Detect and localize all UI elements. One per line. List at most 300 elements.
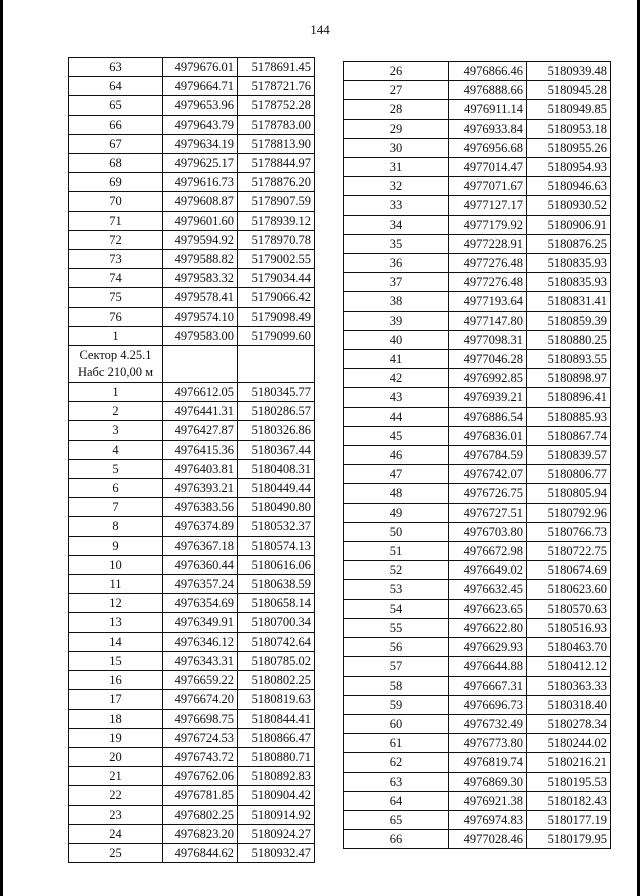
- point-number-cell: 66: [69, 115, 163, 134]
- x-coordinate-cell: 4979616.73: [163, 173, 238, 192]
- y-coordinate-cell: 5180742.64: [238, 632, 315, 651]
- point-number-cell: 48: [344, 484, 449, 503]
- point-number-cell: 73: [69, 250, 163, 269]
- x-coordinate-cell: 4976974.83: [449, 810, 527, 829]
- table-row: [344, 234, 611, 253]
- table-row: [69, 805, 315, 824]
- y-coordinate-cell: 5180367.44: [238, 440, 315, 459]
- point-number-cell: 47: [344, 465, 449, 484]
- x-coordinate-cell: 4976357.24: [163, 575, 238, 594]
- point-number-cell: 76: [69, 307, 163, 326]
- x-coordinate-cell: 4979583.32: [163, 269, 238, 288]
- table-row: [344, 561, 611, 580]
- section-empty-cell: [163, 346, 238, 383]
- y-coordinate-cell: 5180182.43: [527, 791, 611, 810]
- x-coordinate-cell: 4976703.80: [449, 522, 527, 541]
- x-coordinate-cell: 4976667.31: [449, 676, 527, 695]
- point-number-cell: 28: [344, 100, 449, 119]
- y-coordinate-cell: 5180638.59: [238, 575, 315, 594]
- y-coordinate-cell: 5180876.25: [527, 234, 611, 253]
- point-number-cell: 54: [344, 599, 449, 618]
- x-coordinate-cell: 4977193.64: [449, 292, 527, 311]
- table-row: [69, 307, 315, 326]
- y-coordinate-cell: 5180449.44: [238, 479, 315, 498]
- section-title: Сектор 4.25.1: [79, 348, 152, 363]
- y-coordinate-cell: 5180286.57: [238, 402, 315, 421]
- point-number-cell: 23: [69, 805, 163, 824]
- point-number-cell: 52: [344, 561, 449, 580]
- table-row: [344, 618, 611, 637]
- x-coordinate-cell: 4979653.96: [163, 96, 238, 115]
- x-coordinate-cell: 4977276.48: [449, 273, 527, 292]
- y-coordinate-cell: 5180806.77: [527, 465, 611, 484]
- y-coordinate-cell: 5180831.41: [527, 292, 611, 311]
- y-coordinate-cell: 5178844.97: [238, 154, 315, 173]
- point-number-cell: 37: [344, 273, 449, 292]
- point-number-cell: 49: [344, 503, 449, 522]
- point-number-cell: 24: [69, 824, 163, 843]
- x-coordinate-cell: 4976659.22: [163, 671, 238, 690]
- point-number-cell: 45: [344, 426, 449, 445]
- x-coordinate-cell: 4979583.00: [163, 326, 238, 345]
- y-coordinate-cell: 5180859.39: [527, 311, 611, 330]
- table-row: [344, 350, 611, 369]
- point-number-cell: 6: [69, 479, 163, 498]
- table-row: [69, 575, 315, 594]
- point-number-cell: 15: [69, 651, 163, 670]
- table-row: [69, 173, 315, 192]
- y-coordinate-cell: 5180463.70: [527, 638, 611, 657]
- y-coordinate-cell: 5179002.55: [238, 250, 315, 269]
- y-coordinate-cell: 5179098.49: [238, 307, 315, 326]
- x-coordinate-cell: 4976427.87: [163, 421, 238, 440]
- point-number-cell: 58: [344, 676, 449, 695]
- table-row: [344, 273, 611, 292]
- x-coordinate-cell: 4979625.17: [163, 154, 238, 173]
- x-coordinate-cell: 4979676.01: [163, 58, 238, 77]
- point-number-cell: 42: [344, 369, 449, 388]
- table-row: [69, 728, 315, 747]
- point-number-cell: 65: [69, 96, 163, 115]
- x-coordinate-cell: 4976781.85: [163, 786, 238, 805]
- point-number-cell: 33: [344, 196, 449, 215]
- table-row: [344, 62, 611, 81]
- table-row: [69, 632, 315, 651]
- y-coordinate-cell: 5180516.93: [527, 618, 611, 637]
- point-number-cell: 13: [69, 613, 163, 632]
- x-coordinate-cell: 4976622.80: [449, 618, 527, 637]
- y-coordinate-cell: 5180932.47: [238, 843, 315, 862]
- table-row: [69, 77, 315, 96]
- x-coordinate-cell: 4976415.36: [163, 440, 238, 459]
- table-row: [69, 824, 315, 843]
- y-coordinate-cell: 5179099.60: [238, 326, 315, 345]
- table-row: [344, 542, 611, 561]
- y-coordinate-cell: 5180570.63: [527, 599, 611, 618]
- y-coordinate-cell: 5180805.94: [527, 484, 611, 503]
- x-coordinate-cell: 4976921.38: [449, 791, 527, 810]
- y-coordinate-cell: 5180658.14: [238, 594, 315, 613]
- table-row: [69, 440, 315, 459]
- point-number-cell: 17: [69, 690, 163, 709]
- x-coordinate-cell: 4979608.87: [163, 192, 238, 211]
- point-number-cell: 59: [344, 695, 449, 714]
- point-number-cell: 56: [344, 638, 449, 657]
- y-coordinate-cell: 5180766.73: [527, 522, 611, 541]
- x-coordinate-cell: 4976649.02: [449, 561, 527, 580]
- table-row: [69, 517, 315, 536]
- table-row: [69, 192, 315, 211]
- table-row: [344, 215, 611, 234]
- point-number-cell: 22: [69, 786, 163, 805]
- point-number-cell: 44: [344, 407, 449, 426]
- y-coordinate-cell: 5179066.42: [238, 288, 315, 307]
- table-row: [344, 695, 611, 714]
- y-coordinate-cell: 5180835.93: [527, 273, 611, 292]
- y-coordinate-cell: 5178813.90: [238, 134, 315, 153]
- point-number-cell: 19: [69, 728, 163, 747]
- table-row: [69, 613, 315, 632]
- x-coordinate-cell: 4976632.45: [449, 580, 527, 599]
- y-coordinate-cell: 5180318.40: [527, 695, 611, 714]
- x-coordinate-cell: 4976727.51: [449, 503, 527, 522]
- table-row: [69, 498, 315, 517]
- point-number-cell: 50: [344, 522, 449, 541]
- point-number-cell: 26: [344, 62, 449, 81]
- point-number-cell: 11: [69, 575, 163, 594]
- x-coordinate-cell: 4976726.75: [449, 484, 527, 503]
- y-coordinate-cell: 5180880.25: [527, 330, 611, 349]
- x-coordinate-cell: 4977071.67: [449, 177, 527, 196]
- table-row: [69, 230, 315, 249]
- table-row: [69, 211, 315, 230]
- table-row: [344, 753, 611, 772]
- page-number: 144: [310, 22, 330, 37]
- section-subtitle: Набс 210,00 м: [77, 365, 154, 380]
- y-coordinate-cell: 5180802.25: [238, 671, 315, 690]
- point-number-cell: 29: [344, 119, 449, 138]
- point-number-cell: 46: [344, 446, 449, 465]
- point-number-cell: 2: [69, 402, 163, 421]
- scan-left-edge: [0, 0, 3, 896]
- y-coordinate-cell: 5180785.02: [238, 651, 315, 670]
- table-row: [69, 269, 315, 288]
- coordinates-table-left: [68, 57, 315, 863]
- point-number-cell: 1: [69, 326, 163, 345]
- x-coordinate-cell: 4976939.21: [449, 388, 527, 407]
- x-coordinate-cell: 4976644.88: [449, 657, 527, 676]
- x-coordinate-cell: 4976346.12: [163, 632, 238, 651]
- x-coordinate-cell: 4976343.31: [163, 651, 238, 670]
- point-number-cell: 65: [344, 810, 449, 829]
- x-coordinate-cell: 4976992.85: [449, 369, 527, 388]
- point-number-cell: 63: [69, 58, 163, 77]
- point-number-cell: 27: [344, 81, 449, 100]
- x-coordinate-cell: 4976360.44: [163, 555, 238, 574]
- y-coordinate-cell: 5180914.92: [238, 805, 315, 824]
- x-coordinate-cell: 4976732.49: [449, 714, 527, 733]
- y-coordinate-cell: 5180880.71: [238, 747, 315, 766]
- point-number-cell: 34: [344, 215, 449, 234]
- point-number-cell: 39: [344, 311, 449, 330]
- x-coordinate-cell: 4976672.98: [449, 542, 527, 561]
- x-coordinate-cell: 4976773.80: [449, 734, 527, 753]
- table-row: [344, 254, 611, 273]
- point-number-cell: 70: [69, 192, 163, 211]
- y-coordinate-cell: 5180939.48: [527, 62, 611, 81]
- point-number-cell: 4: [69, 440, 163, 459]
- table-row: [344, 657, 611, 676]
- x-coordinate-cell: 4977179.92: [449, 215, 527, 234]
- x-coordinate-cell: 4976844.62: [163, 843, 238, 862]
- point-number-cell: 69: [69, 173, 163, 192]
- y-coordinate-cell: 5180892.83: [238, 767, 315, 786]
- point-number-cell: 60: [344, 714, 449, 733]
- x-coordinate-cell: 4976349.91: [163, 613, 238, 632]
- point-number-cell: 61: [344, 734, 449, 753]
- point-number-cell: 71: [69, 211, 163, 230]
- y-coordinate-cell: 5180930.52: [527, 196, 611, 215]
- y-coordinate-cell: 5180623.60: [527, 580, 611, 599]
- table-row: [344, 81, 611, 100]
- x-coordinate-cell: 4976612.05: [163, 383, 238, 402]
- coordinates-table-right: [343, 61, 611, 849]
- table-row: [69, 555, 315, 574]
- point-number-cell: 38: [344, 292, 449, 311]
- point-number-cell: 3: [69, 421, 163, 440]
- point-number-cell: 20: [69, 747, 163, 766]
- table-row: [344, 580, 611, 599]
- y-coordinate-cell: 5178939.12: [238, 211, 315, 230]
- y-coordinate-cell: 5180906.91: [527, 215, 611, 234]
- table-row: [69, 421, 315, 440]
- point-number-cell: 66: [344, 830, 449, 849]
- y-coordinate-cell: 5180408.31: [238, 459, 315, 478]
- x-coordinate-cell: 4979594.92: [163, 230, 238, 249]
- y-coordinate-cell: 5180326.86: [238, 421, 315, 440]
- point-number-cell: 16: [69, 671, 163, 690]
- y-coordinate-cell: 5180898.97: [527, 369, 611, 388]
- x-coordinate-cell: 4976674.20: [163, 690, 238, 709]
- x-coordinate-cell: 4976367.18: [163, 536, 238, 555]
- section-row: [69, 346, 315, 383]
- table-row: [344, 100, 611, 119]
- y-coordinate-cell: 5180839.57: [527, 446, 611, 465]
- y-coordinate-cell: 5180945.28: [527, 81, 611, 100]
- point-number-cell: 72: [69, 230, 163, 249]
- y-coordinate-cell: 5180946.63: [527, 177, 611, 196]
- table-row: [344, 158, 611, 177]
- table-row: [344, 810, 611, 829]
- y-coordinate-cell: 5178876.20: [238, 173, 315, 192]
- point-number-cell: 40: [344, 330, 449, 349]
- y-coordinate-cell: 5180674.69: [527, 561, 611, 580]
- table-row: [344, 311, 611, 330]
- y-coordinate-cell: 5180195.53: [527, 772, 611, 791]
- point-number-cell: 14: [69, 632, 163, 651]
- x-coordinate-cell: 4977098.31: [449, 330, 527, 349]
- table-row: [344, 369, 611, 388]
- table-row: [344, 465, 611, 484]
- point-number-cell: 74: [69, 269, 163, 288]
- y-coordinate-cell: 5180819.63: [238, 690, 315, 709]
- point-number-cell: 7: [69, 498, 163, 517]
- point-number-cell: 36: [344, 254, 449, 273]
- table-row: [69, 402, 315, 421]
- point-number-cell: 8: [69, 517, 163, 536]
- x-coordinate-cell: 4976819.74: [449, 753, 527, 772]
- x-coordinate-cell: 4976696.73: [449, 695, 527, 714]
- point-number-cell: 75: [69, 288, 163, 307]
- y-coordinate-cell: 5180893.55: [527, 350, 611, 369]
- y-coordinate-cell: 5180866.47: [238, 728, 315, 747]
- table-row: [344, 446, 611, 465]
- point-number-cell: 64: [344, 791, 449, 810]
- table-row: [69, 690, 315, 709]
- x-coordinate-cell: 4976886.54: [449, 407, 527, 426]
- table-row: [69, 651, 315, 670]
- x-coordinate-cell: 4976869.30: [449, 772, 527, 791]
- table-row: [69, 536, 315, 555]
- y-coordinate-cell: 5180278.34: [527, 714, 611, 733]
- table-row: [69, 154, 315, 173]
- table-row: [344, 830, 611, 849]
- y-coordinate-cell: 5180722.75: [527, 542, 611, 561]
- table-row: [69, 96, 315, 115]
- table-row: [344, 388, 611, 407]
- x-coordinate-cell: 4976762.06: [163, 767, 238, 786]
- x-coordinate-cell: 4976393.21: [163, 479, 238, 498]
- table-row: [69, 843, 315, 862]
- x-coordinate-cell: 4976888.66: [449, 81, 527, 100]
- x-coordinate-cell: 4979664.71: [163, 77, 238, 96]
- x-coordinate-cell: 4976698.75: [163, 709, 238, 728]
- y-coordinate-cell: 5180244.02: [527, 734, 611, 753]
- y-coordinate-cell: 5180490.80: [238, 498, 315, 517]
- x-coordinate-cell: 4976403.81: [163, 459, 238, 478]
- y-coordinate-cell: 5178752.28: [238, 96, 315, 115]
- x-coordinate-cell: 4977028.46: [449, 830, 527, 849]
- y-coordinate-cell: 5180574.13: [238, 536, 315, 555]
- y-coordinate-cell: 5180844.41: [238, 709, 315, 728]
- point-number-cell: 68: [69, 154, 163, 173]
- table-row: [344, 484, 611, 503]
- y-coordinate-cell: 5180616.06: [238, 555, 315, 574]
- x-coordinate-cell: 4977276.48: [449, 254, 527, 273]
- table-row: [344, 330, 611, 349]
- table-row: [344, 426, 611, 445]
- y-coordinate-cell: 5180904.42: [238, 786, 315, 805]
- point-number-cell: 43: [344, 388, 449, 407]
- x-coordinate-cell: 4979634.19: [163, 134, 238, 153]
- table-row: [69, 671, 315, 690]
- table-row: [344, 791, 611, 810]
- table-row: [69, 786, 315, 805]
- point-number-cell: 25: [69, 843, 163, 862]
- x-coordinate-cell: 4976629.93: [449, 638, 527, 657]
- table-row: [69, 709, 315, 728]
- x-coordinate-cell: 4976374.89: [163, 517, 238, 536]
- x-coordinate-cell: 4977147.80: [449, 311, 527, 330]
- point-number-cell: 41: [344, 350, 449, 369]
- table-row: [69, 288, 315, 307]
- x-coordinate-cell: 4979601.60: [163, 211, 238, 230]
- x-coordinate-cell: 4976743.72: [163, 747, 238, 766]
- y-coordinate-cell: 5178907.59: [238, 192, 315, 211]
- y-coordinate-cell: 5178970.78: [238, 230, 315, 249]
- y-coordinate-cell: 5180412.12: [527, 657, 611, 676]
- table-row: [344, 138, 611, 157]
- x-coordinate-cell: 4977046.28: [449, 350, 527, 369]
- table-row: [69, 115, 315, 134]
- table-row: [69, 459, 315, 478]
- x-coordinate-cell: 4976823.20: [163, 824, 238, 843]
- y-coordinate-cell: 5180216.21: [527, 753, 611, 772]
- x-coordinate-cell: 4976724.53: [163, 728, 238, 747]
- x-coordinate-cell: 4976933.84: [449, 119, 527, 138]
- x-coordinate-cell: 4977014.47: [449, 158, 527, 177]
- table-row: [344, 407, 611, 426]
- x-coordinate-cell: 4976441.31: [163, 402, 238, 421]
- x-coordinate-cell: 4976956.68: [449, 138, 527, 157]
- y-coordinate-cell: 5180924.27: [238, 824, 315, 843]
- table-row: [344, 676, 611, 695]
- x-coordinate-cell: 4976354.69: [163, 594, 238, 613]
- point-number-cell: 32: [344, 177, 449, 196]
- point-number-cell: 18: [69, 709, 163, 728]
- point-number-cell: 31: [344, 158, 449, 177]
- point-number-cell: 55: [344, 618, 449, 637]
- y-coordinate-cell: 5180700.34: [238, 613, 315, 632]
- table-row: [69, 479, 315, 498]
- table-row: [69, 747, 315, 766]
- table-row: [344, 638, 611, 657]
- section-empty-cell: [238, 346, 315, 383]
- y-coordinate-cell: 5180177.19: [527, 810, 611, 829]
- y-coordinate-cell: 5178721.76: [238, 77, 315, 96]
- table-row: [344, 522, 611, 541]
- y-coordinate-cell: 5180792.96: [527, 503, 611, 522]
- table-row: [344, 772, 611, 791]
- y-coordinate-cell: 5180345.77: [238, 383, 315, 402]
- y-coordinate-cell: 5180835.93: [527, 254, 611, 273]
- y-coordinate-cell: 5180955.26: [527, 138, 611, 157]
- point-number-cell: 5: [69, 459, 163, 478]
- point-number-cell: 64: [69, 77, 163, 96]
- table-row: [69, 58, 315, 77]
- x-coordinate-cell: 4979578.41: [163, 288, 238, 307]
- table-row: [344, 292, 611, 311]
- y-coordinate-cell: 5180885.93: [527, 407, 611, 426]
- x-coordinate-cell: 4976383.56: [163, 498, 238, 517]
- x-coordinate-cell: 4979643.79: [163, 115, 238, 134]
- x-coordinate-cell: 4977127.17: [449, 196, 527, 215]
- point-number-cell: 53: [344, 580, 449, 599]
- x-coordinate-cell: 4976742.07: [449, 465, 527, 484]
- table-row: [69, 326, 315, 345]
- x-coordinate-cell: 4976911.14: [449, 100, 527, 119]
- y-coordinate-cell: 5180363.33: [527, 676, 611, 695]
- table-row: [69, 134, 315, 153]
- table-row: [344, 196, 611, 215]
- point-number-cell: 1: [69, 383, 163, 402]
- y-coordinate-cell: 5180532.37: [238, 517, 315, 536]
- x-coordinate-cell: 4976623.65: [449, 599, 527, 618]
- table-row: [344, 177, 611, 196]
- point-number-cell: 21: [69, 767, 163, 786]
- y-coordinate-cell: 5178783.00: [238, 115, 315, 134]
- y-coordinate-cell: 5180953.18: [527, 119, 611, 138]
